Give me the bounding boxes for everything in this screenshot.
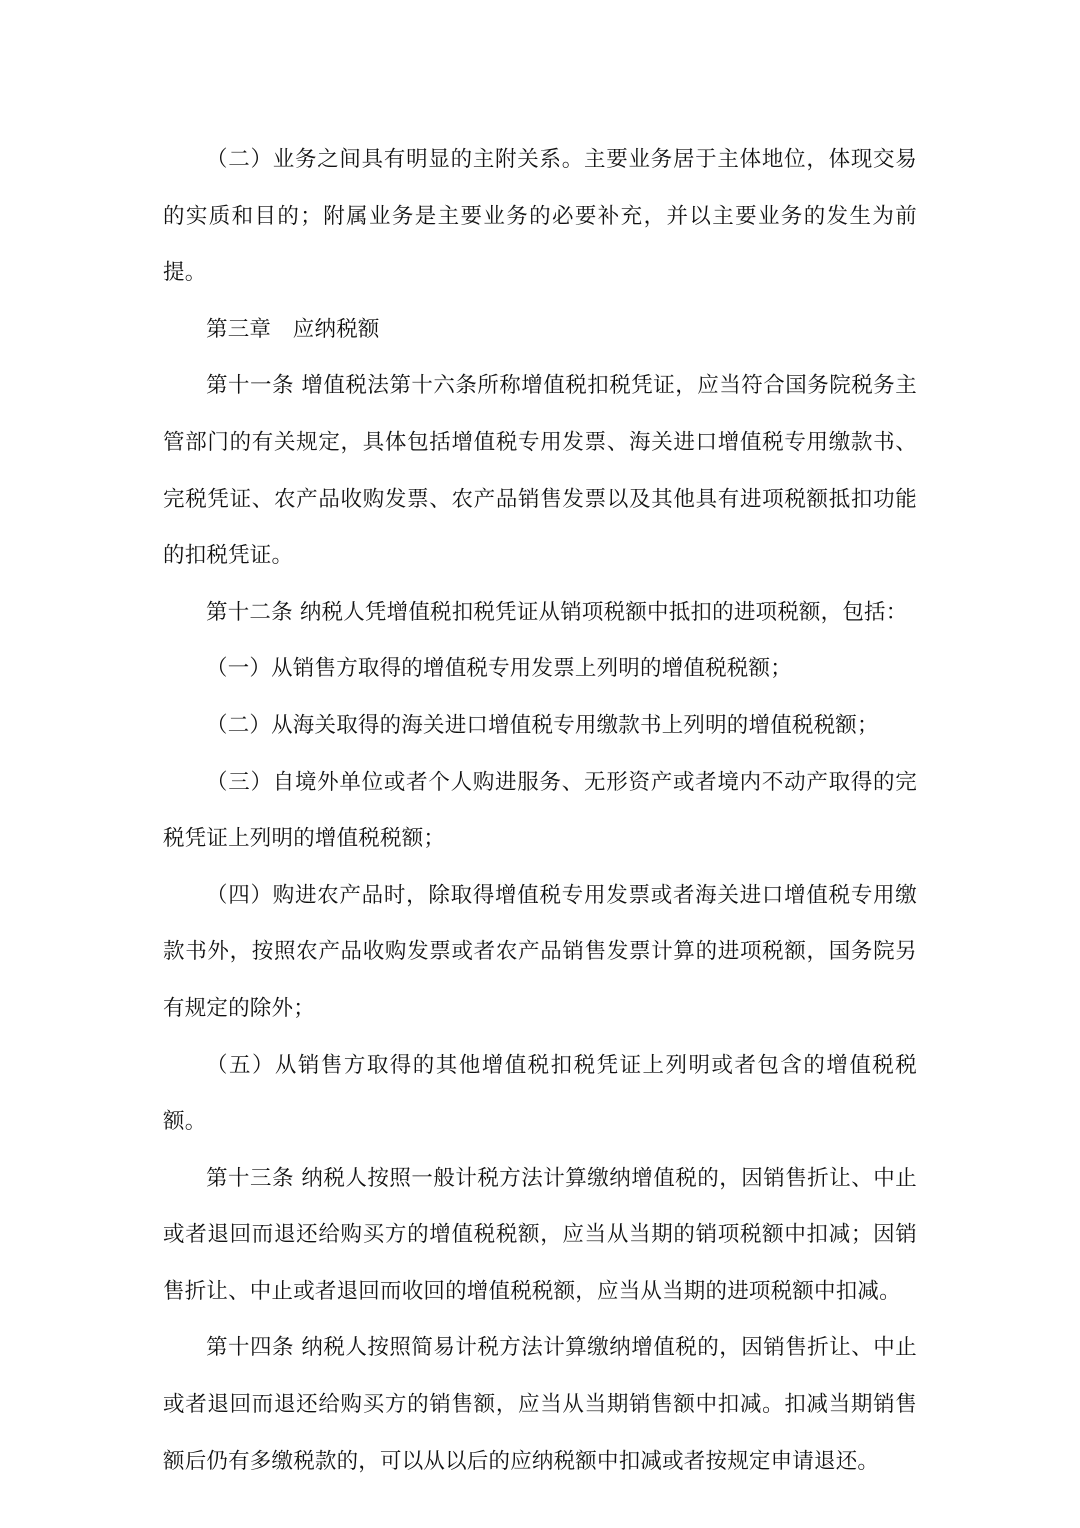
document-body [163,132,917,1490]
article-12-item-5: （五）从销售方取得的其他增值税扣税凭证上列明或者包含的增值税税额。 [163,1052,917,1135]
article-12-item-3: （三）自境外单位或者个人购进服务、无形资产或者境内不动产取得的完税凭证上列明的增值税税额； [163,769,917,852]
article-12: 第十二条 纳税人凭增值税扣税凭证从销项税额中抵扣的进项税额，包括： [206,599,908,625]
article-13: 第十三条 纳税人按照一般计税方法计算缴纳增值税的，因销售折让、中止或者退回而退还给购买方的增值税税额，应当从当期的销项税额中扣减；因销售折让、中止或者退回而收回的增值税税额，应当从当期的进项税额中扣减。 [163,1165,917,1304]
article-12-item-4: （四）购进农产品时，除取得增值税专用发票或者海关进口增值税专用缴款书外，按照农产品收购发票或者农产品销售发票计算的进项税额，国务院另有规定的除外； [163,882,917,1021]
article-14: 第十四条 纳税人按照简易计税方法计算缴纳增值税的，因销售折让、中止或者退回而退还给购买方的销售额，应当从当期销售额中扣减。扣减当期销售额后仍有多缴税款的，可以从以后的应纳税额中扣减或者按规定申请退还。 [163,1335,917,1474]
chapter-heading: 第三章 应纳税额 [206,316,380,342]
article-12-item-1: （一）从销售方取得的增值税专用发票上列明的增值税税额； [206,656,792,682]
paragraph-sub-item-2-relationship: （二）业务之间具有明显的主附关系。主要业务居于主体地位，体现交易的实质和目的；附属业务是主要业务的必要补充，并以主要业务的发生为前提。 [163,147,917,286]
article-12-item-2: （二）从海关取得的海关进口增值税专用缴款书上列明的增值税税额； [206,712,879,738]
article-11: 第十一条 增值税法第十六条所称增值税扣税凭证，应当符合国务院税务主管部门的有关规定，具体包括增值税专用发票、海关进口增值税专用缴款书、完税凭证、农产品收购发票、农产品销售发票以及其他具有进项税额抵扣功能的扣税凭证。 [163,373,917,569]
